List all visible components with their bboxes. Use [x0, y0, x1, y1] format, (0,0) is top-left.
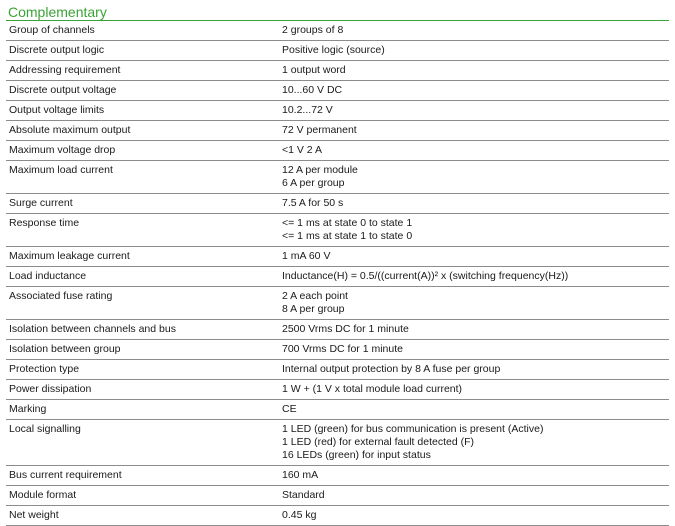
spec-value: [272, 486, 669, 505]
spec-value-line: 2 groups of 8: [282, 24, 344, 36]
spec-value: [272, 320, 669, 339]
spec-value: [272, 340, 669, 359]
spec-label: Maximum voltage drop: [9, 144, 116, 156]
spec-value-line: 7.5 A for 50 s: [282, 197, 344, 209]
spec-label: Surge current: [9, 197, 73, 209]
table-row: [6, 466, 669, 486]
table-row: [6, 287, 669, 320]
spec-label: Load inductance: [9, 270, 87, 282]
table-row: [6, 506, 669, 526]
spec-label: Marking: [9, 403, 47, 415]
spec-value-line: 72 V permanent: [282, 124, 357, 136]
table-row: [6, 247, 669, 267]
spec-value-line: 0.45 kg: [282, 509, 317, 521]
spec-value-line: 1 LED (green) for bus communication is present (Active): [282, 423, 544, 435]
spec-value: [272, 41, 669, 60]
table-row: [6, 61, 669, 81]
spec-value: [272, 287, 669, 319]
spec-value: [272, 161, 669, 193]
spec-label: Group of channels: [9, 24, 95, 36]
spec-label: Output voltage limits: [9, 104, 105, 116]
spec-value-line: 2 A each point: [282, 290, 348, 302]
spec-value: [272, 101, 669, 120]
spec-label: Absolute maximum output: [9, 124, 131, 136]
spec-value-line: 1 W + (1 V x total module load current): [282, 383, 463, 395]
table-row: [6, 320, 669, 340]
spec-value: [272, 267, 669, 286]
spec-value-line: Inductance(H) = 0.5/((current(A))² x (switching frequency(Hz)): [282, 270, 569, 282]
spec-value: [272, 506, 669, 525]
spec-label: Module format: [9, 489, 77, 501]
spec-label: Local signalling: [9, 423, 81, 435]
spec-value: [272, 194, 669, 213]
spec-value: [272, 21, 669, 40]
spec-value-line: 16 LEDs (green) for input status: [282, 449, 431, 461]
table-row: [6, 141, 669, 161]
spec-label: Response time: [9, 217, 80, 229]
spec-label: Discrete output voltage: [9, 84, 117, 96]
spec-value: [272, 61, 669, 80]
spec-value-line: Positive logic (source): [282, 44, 385, 56]
spec-label: Discrete output logic: [9, 44, 105, 56]
table-row: [6, 41, 669, 61]
table-row: [6, 267, 669, 287]
spec-value-line: <= 1 ms at state 0 to state 1: [282, 217, 413, 229]
spec-value-line: <= 1 ms at state 1 to state 0: [282, 230, 413, 242]
spec-label: Addressing requirement: [9, 64, 121, 76]
spec-value-line: 8 A per group: [282, 303, 345, 315]
spec-value-line: CE: [282, 403, 297, 415]
spec-label: Associated fuse rating: [9, 290, 113, 302]
table-row: [6, 81, 669, 101]
table-row: [6, 101, 669, 121]
spec-value: [272, 81, 669, 100]
spec-label: Power dissipation: [9, 383, 92, 395]
spec-label: Net weight: [9, 509, 59, 521]
specifications-table: [6, 21, 669, 526]
spec-value-line: 10.2...72 V: [282, 104, 333, 116]
section-title: Complementary: [8, 4, 107, 20]
spec-value: [272, 466, 669, 485]
spec-label: Isolation between channels and bus: [9, 323, 176, 335]
spec-value-line: 10...60 V DC: [282, 84, 343, 96]
spec-value-line: 12 A per module: [282, 164, 358, 176]
spec-value: [272, 360, 669, 379]
table-row: [6, 194, 669, 214]
spec-value: [272, 121, 669, 140]
spec-value-line: Internal output protection by 8 A fuse per group: [282, 363, 501, 375]
spec-label: Isolation between group: [9, 343, 121, 355]
table-row: [6, 121, 669, 141]
spec-value-line: 160 mA: [282, 469, 319, 481]
table-row: [6, 420, 669, 466]
spec-value-line: Standard: [282, 489, 325, 501]
spec-label: Bus current requirement: [9, 469, 122, 481]
spec-label: Maximum leakage current: [9, 250, 130, 262]
spec-value: [272, 141, 669, 160]
table-row: [6, 400, 669, 420]
spec-value-line: 700 Vrms DC for 1 minute: [282, 343, 403, 355]
table-row: [6, 360, 669, 380]
table-row: [6, 486, 669, 506]
table-row: [6, 380, 669, 400]
spec-value: [272, 400, 669, 419]
spec-value: [272, 420, 669, 465]
spec-value: [272, 380, 669, 399]
spec-value-line: 1 output word: [282, 64, 346, 76]
spec-label: Protection type: [9, 363, 80, 375]
spec-value-line: <1 V 2 A: [282, 144, 322, 156]
table-row: [6, 161, 669, 194]
spec-label: Maximum load current: [9, 164, 113, 176]
spec-value-line: 1 mA 60 V: [282, 250, 331, 262]
spec-value-line: 6 A per group: [282, 177, 345, 189]
spec-value-line: 2500 Vrms DC for 1 minute: [282, 323, 409, 335]
table-row: [6, 214, 669, 247]
spec-value-line: 1 LED (red) for external fault detected (F): [282, 436, 474, 448]
table-row: [6, 340, 669, 360]
spec-value: [272, 247, 669, 266]
spec-value: [272, 214, 669, 246]
table-row: [6, 21, 669, 41]
